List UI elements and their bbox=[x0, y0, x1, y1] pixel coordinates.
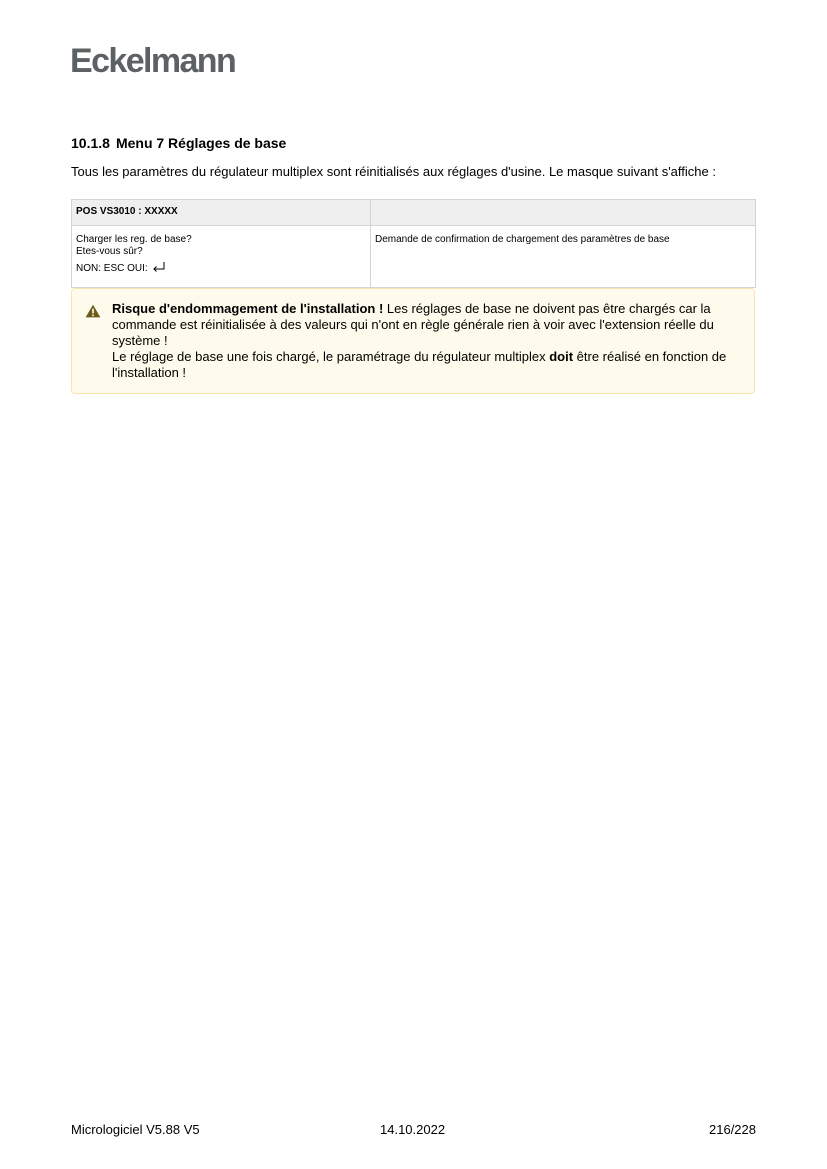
warning-box bbox=[71, 288, 755, 394]
intro-paragraph: Tous les paramètres du régulateur multiplex sont réinitialisés aux réglages d'usine. Le masque suivant s'affiche : bbox=[71, 164, 716, 179]
footer-page-number: 216/228 bbox=[709, 1122, 756, 1137]
section-title: Menu 7 Réglages de base bbox=[115, 135, 287, 151]
table-row bbox=[72, 226, 756, 288]
mask-line-3 bbox=[76, 261, 366, 277]
warning-text-2-bold: doit bbox=[549, 349, 574, 364]
display-mask-table bbox=[71, 199, 756, 288]
warning-text-1: Les réglages de base ne doivent pas être chargés car la commande est réinitialisée à des valeurs qui n'ont en règle générale rien à voir avec l'extension réelle du système ! bbox=[112, 301, 714, 348]
mask-line-1: Charger les reg. de base? bbox=[76, 234, 192, 245]
enter-return-icon bbox=[152, 261, 166, 277]
mask-header-left: POS VS3010 : XXXXX bbox=[72, 200, 371, 226]
mask-description-cell: Demande de confirmation de chargement des paramètres de base bbox=[371, 226, 756, 288]
footer-date: 14.10.2022 bbox=[380, 1122, 446, 1137]
company-logo: Eckelmann bbox=[70, 42, 236, 80]
warning-text bbox=[112, 301, 742, 381]
warning-text-2a: Le réglage de base une fois chargé, le paramétrage du régulateur multiplex bbox=[112, 349, 550, 364]
section-heading bbox=[71, 134, 286, 152]
mask-header-right bbox=[371, 200, 756, 226]
table-header-row bbox=[72, 200, 756, 226]
warning-triangle-icon bbox=[85, 304, 101, 323]
mask-screen-cell bbox=[72, 226, 371, 288]
warning-text-2b: être réalisé en fonction de l'installation ! bbox=[112, 349, 727, 380]
section-number: 10.1.8 bbox=[71, 135, 110, 151]
footer-firmware: Micrologiciel V5.88 V5 bbox=[71, 1122, 200, 1137]
mask-line-3-text: NON: ESC OUI: bbox=[76, 263, 148, 274]
mask-line-2: Etes-vous sûr? bbox=[76, 246, 143, 257]
warning-strong: Risque d'endommagement de l'installation ! bbox=[112, 301, 384, 316]
